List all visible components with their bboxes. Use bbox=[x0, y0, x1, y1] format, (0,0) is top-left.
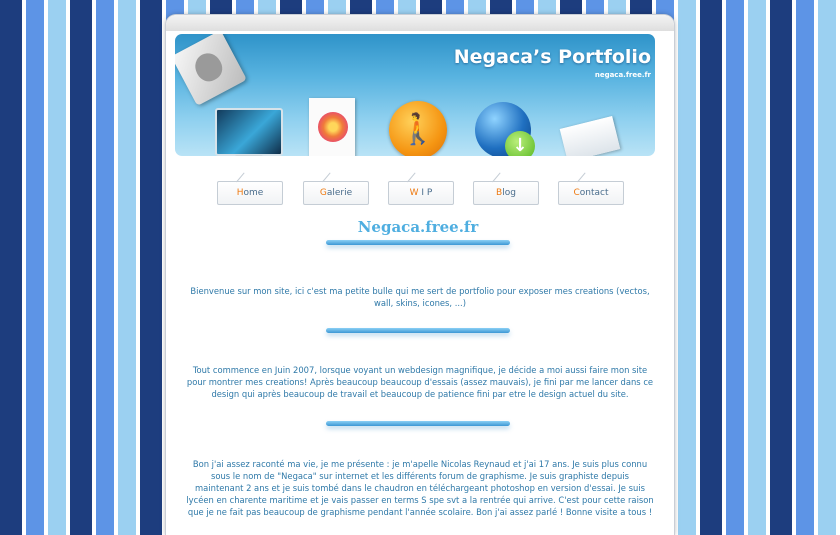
photo-flower-icon[interactable] bbox=[309, 98, 355, 156]
nav-blog[interactable] bbox=[473, 181, 539, 205]
intro-paragraph: Bienvenue sur mon site, ici c'est ma petite bulle qui me sert de portfolio pour exposer mes creations (vectos, wall, skins, icones, ...) bbox=[190, 286, 650, 308]
nav-galerie-label: alerie bbox=[326, 188, 353, 198]
monitor-stand bbox=[235, 155, 263, 156]
nav-galerie[interactable] bbox=[303, 181, 369, 205]
content-logo: Negaca.free.fr bbox=[357, 218, 479, 236]
top-bar bbox=[166, 15, 674, 31]
nav-home-label: ome bbox=[243, 188, 264, 198]
nav-wip-initial: W bbox=[409, 188, 419, 198]
monitor-icon[interactable] bbox=[215, 108, 283, 156]
site-domain: negaca.free.fr bbox=[594, 71, 651, 79]
history-paragraph: Tout commence en Juin 2007, lorsque voyant un webdesign magnifique, je décide a moi aussi faire mon site pour montrer mes creations! Après beaucoup beaucoup d'essais (assez mauvais), je fini par me lancer dans ce design qui après beaucoup de travail et beaucoup de patience fini par etre le design actuel du site. bbox=[186, 365, 654, 399]
nav-wip[interactable] bbox=[388, 181, 454, 205]
nav-home[interactable] bbox=[217, 181, 283, 205]
nav-contact-initial: C bbox=[573, 188, 580, 198]
apple-logo-icon bbox=[175, 34, 247, 106]
download-arrow-icon: ↓ bbox=[505, 131, 535, 156]
nav-home-initial: H bbox=[236, 188, 244, 198]
site-title: Negaca’s Portfolio bbox=[453, 46, 651, 68]
walker-icon[interactable]: 🚶 bbox=[389, 101, 447, 156]
envelope-icon[interactable] bbox=[560, 116, 621, 156]
divider-bar bbox=[326, 328, 510, 333]
header-banner bbox=[175, 34, 655, 156]
nav-blog-label: log bbox=[502, 188, 516, 198]
nav-contact[interactable] bbox=[558, 181, 624, 205]
nav-contact-label: ontact bbox=[579, 188, 609, 198]
nav-galerie-initial: G bbox=[319, 188, 327, 198]
about-paragraph: Bon j'ai assez raconté ma vie, je me présente : je m'apelle Nicolas Reynaud et j'ai 17 ans. Je suis plus connu sous le nom de "Negaca" sur internet et les différents forum de graphisme. Je suis graphiste depuis maintenant 2 ans et je suis tombé dans le chaudron en téléchargeant photoshop en version d'essai. Je suis lycéen en charente maritime et je vais passer en terms S spe svt a la rentrée qui arrive. C'est pour cette raison que je ne fait pas beaucoup de graphisme pendant l'année scolaire. Bon j'ai assez parlé ! Bonne visite a tous ! bbox=[186, 459, 654, 517]
divider-bar bbox=[326, 240, 510, 245]
nav-blog-initial: B bbox=[496, 188, 503, 198]
main-container bbox=[166, 15, 674, 535]
nav-wip-label: I P bbox=[418, 188, 433, 198]
divider-bar bbox=[326, 421, 510, 426]
